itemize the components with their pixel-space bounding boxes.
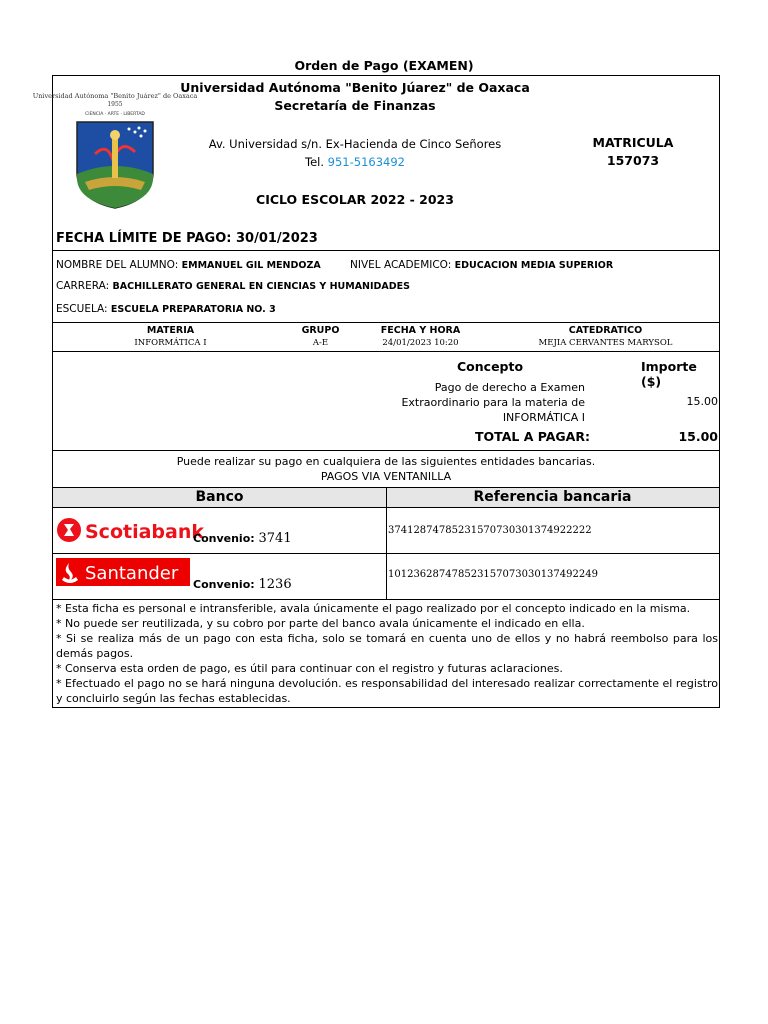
concepto-label: Concepto [457, 359, 524, 374]
fecha-hora-value: 24/01/2023 10:20 [382, 338, 459, 348]
nivel-row [350, 259, 613, 271]
scotiabank-reference: 37412874785231570730301374922222 [388, 525, 592, 536]
svg-text:Scotiabank: Scotiabank [85, 521, 205, 543]
svg-text:CIENCIA · ARTE · LIBERTAD: CIENCIA · ARTE · LIBERTAD [85, 112, 145, 117]
importe-label: Importe ($) [641, 359, 697, 389]
terms-item: * Si se realiza más de un pago con esta ficha, solo se tomará en cuenta uno de ellos y no habrá reembolso para los demás pagos. [56, 632, 718, 660]
student-section [52, 251, 720, 323]
student-name-value: EMMANUEL GIL MENDOZA [181, 260, 321, 271]
address: Av. Universidad s/n. Ex-Hacienda de Cinco Señores [208, 137, 502, 151]
table-divider [386, 487, 387, 600]
concept-line: INFORMÁTICA I [502, 411, 585, 424]
convenio-label: Convenio: [193, 578, 255, 591]
department-name: Secretaría de Finanzas [274, 98, 436, 113]
row-divider [53, 553, 719, 554]
row-divider [53, 599, 719, 600]
col-banco: Banco [195, 489, 244, 505]
col-referencia: Referencia bancaria [473, 489, 632, 505]
ciclo-escolar: CICLO ESCOLAR 2022 - 2023 [256, 192, 454, 207]
nivel-label: NIVEL ACADEMICO: [350, 259, 452, 271]
escuela-label: ESCUELA: [56, 303, 108, 315]
student-name-row [56, 259, 321, 271]
total-value: 15.00 [678, 429, 718, 444]
materia-value: INFORMÁTICA I [134, 338, 207, 348]
catedratico-header: CATEDRATICO [568, 325, 643, 336]
scotiabank-logo [56, 513, 205, 547]
carrera-value: BACHILLERATO GENERAL EN CIENCIAS Y HUMANIDADES [112, 281, 410, 292]
payment-section [52, 351, 720, 451]
student-name-label: NOMBRE DEL ALUMNO: [56, 259, 179, 271]
escuela-row [56, 303, 276, 315]
catedratico-value: MEJIA CERVANTES MARYSOL [538, 338, 673, 348]
concept-amount: 15.00 [686, 395, 718, 408]
matricula-label: MATRICULA [592, 135, 674, 150]
terms-item: * No puede ser reutilizada, y su cobro por parte del banco avala únicamente el indicado en ella. [56, 617, 585, 630]
bank-section [52, 450, 720, 708]
svg-text:1955: 1955 [107, 101, 123, 108]
svg-text:Universidad Autónoma "Benito J: Universidad Autónoma "Benito Juárez" de Oaxaca [32, 92, 198, 100]
bank-note-ventanilla: PAGOS VIA VENTANILLA [320, 470, 452, 483]
materia-table [52, 322, 720, 352]
carrera-row [56, 280, 410, 292]
santander-convenio [193, 577, 292, 592]
carrera-label: CARRERA: [56, 280, 110, 292]
terms-item: * Conserva esta orden de pago, es útil para continuar con el registro y futuras aclaraciones. [56, 662, 563, 675]
terms-item: * Efectuado el pago no se hará ninguna devolución. es responsabilidad del interesado realizar correctamente el registro y concluirlo según las fechas establecidas. [56, 677, 718, 705]
concept-line: Extraordinario para la materia de [401, 396, 585, 409]
scotiabank-convenio [193, 531, 292, 546]
nivel-value: EDUCACION MEDIA SUPERIOR [454, 260, 614, 271]
santander-logo [56, 558, 190, 586]
concept-description [393, 380, 585, 425]
total-label: TOTAL A PAGAR: [475, 429, 590, 444]
convenio-number: 3741 [258, 531, 292, 546]
santander-reference: 10123628747852315707303013749224​9 [388, 569, 598, 580]
svg-text:Santander: Santander [85, 563, 179, 584]
escuela-value: ESCUELA PREPARATORIA NO. 3 [110, 304, 276, 315]
materia-header: MATERIA [146, 325, 195, 336]
document-title: Orden de Pago (EXAMEN) [294, 58, 474, 73]
terms-list [56, 601, 718, 706]
terms-item: * Esta ficha es personal e intransferible, avala únicamente el pago realizado por el concepto indicado en la misma. [56, 602, 691, 615]
university-name: Universidad Autónoma "Benito Júarez" de Oaxaca [180, 80, 530, 95]
concept-line: Pago de derecho a Examen [434, 381, 585, 394]
fecha-limite: FECHA LÍMITE DE PAGO: 30/01/2023 [56, 231, 318, 246]
grupo-value: A-E [312, 338, 329, 348]
tel-number-link[interactable]: 951-5163492 [327, 155, 405, 169]
convenio-number: 1236 [258, 577, 292, 592]
grupo-header: GRUPO [301, 325, 340, 336]
convenio-label: Convenio: [193, 532, 255, 545]
tel-label: Tel. [305, 155, 324, 169]
bank-note: Puede realizar su pago en cualquiera de las siguientes entidades bancarias. [176, 455, 596, 468]
header-section [32, 75, 720, 251]
matricula-value: 157073 [606, 153, 660, 168]
fecha-hora-header: FECHA Y HORA [380, 325, 461, 336]
